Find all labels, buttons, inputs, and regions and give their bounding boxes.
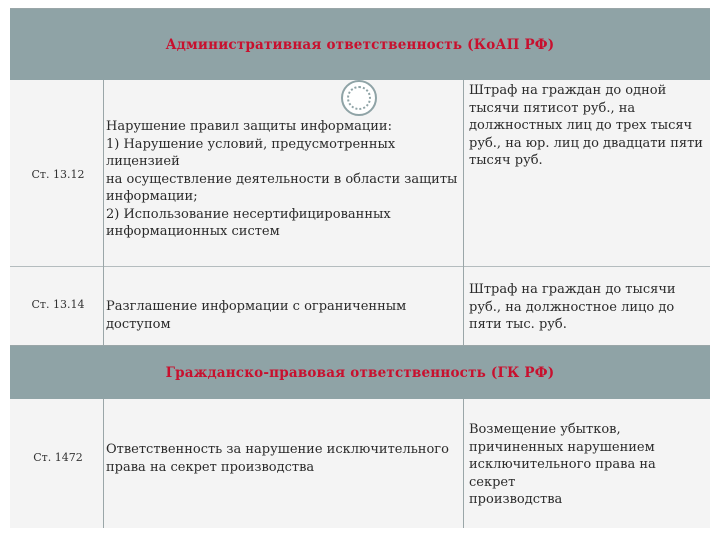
article-number: Ст. 13.14: [31, 298, 85, 311]
decorative-seal-icon: [341, 80, 377, 116]
violation-description: Разглашение информации с ограниченным доступом: [106, 299, 407, 332]
civil-section-title: Гражданско-правовая ответственность (ГК РФ): [165, 364, 555, 381]
penalty-text: Штраф на граждан до одной тысячи пятисот руб., на должностных лиц до трех тысяч руб., на юр. лиц до двадцати пяти тысяч руб.: [469, 83, 703, 168]
violation-description: Нарушение правил защиты информации: 1) Нарушение условий, предусмотренных лицензией на осуществление деятельности в области защиты информации; 2) Использование несертифицированных информационных систем: [106, 119, 458, 239]
violation-description: Ответственность за нарушение исключительного права на секрет производства: [106, 442, 449, 475]
article-number: Ст. 13.12: [31, 168, 85, 181]
column-divider: [463, 399, 464, 528]
column-divider: [103, 80, 104, 345]
admin-section-title: Административная ответственность (КоАП РФ): [165, 36, 555, 53]
article-number: Ст. 1472: [33, 451, 83, 464]
civil-header-band: [10, 345, 710, 400]
penalty-text: Возмещение убытков, причиненных нарушением исключительного права на секрет производства: [469, 422, 656, 507]
penalty-text: Штраф на граждан до тысячи руб., на должностное лицо до пяти тыс. руб.: [469, 282, 676, 332]
column-divider: [103, 399, 104, 528]
row-divider: [10, 266, 710, 267]
admin-header-band: [10, 8, 710, 81]
